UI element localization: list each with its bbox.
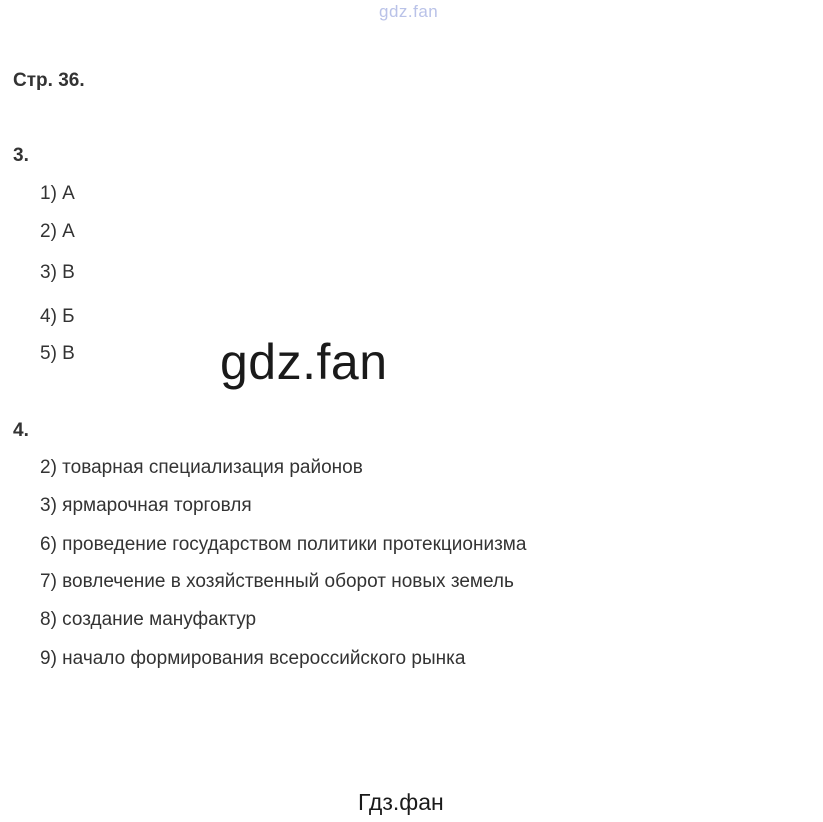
watermark-bottom: Гдз.фан	[358, 789, 444, 815]
task-3-answer-2: 2) А	[40, 221, 75, 242]
watermark-center: gdz.fan	[220, 334, 388, 390]
task-3-answer-5: 5) В	[40, 343, 75, 364]
task-4-answer-5: 8) создание мануфактур	[40, 609, 257, 630]
task-number-4: 4.	[13, 420, 29, 441]
task-3-answer-1: 1) А	[40, 183, 75, 204]
task-3-answer-3: 3) В	[40, 262, 75, 283]
watermark-top: gdz.fan	[379, 2, 439, 21]
task-4-answer-6: 9) начало формирования всероссийского рынка	[40, 648, 466, 669]
task-4-answer-4: 7) вовлечение в хозяйственный оборот новых земель	[40, 571, 514, 592]
task-4-answer-1: 2) товарная специализация районов	[40, 457, 363, 478]
page-heading: Стр. 36.	[13, 70, 85, 91]
task-3-answer-4: 4) Б	[40, 306, 75, 327]
task-4-answer-2: 3) ярмарочная торговля	[40, 495, 252, 516]
task-number-3: 3.	[13, 145, 29, 166]
task-4-answer-3: 6) проведение государством политики протекционизма	[40, 534, 527, 555]
